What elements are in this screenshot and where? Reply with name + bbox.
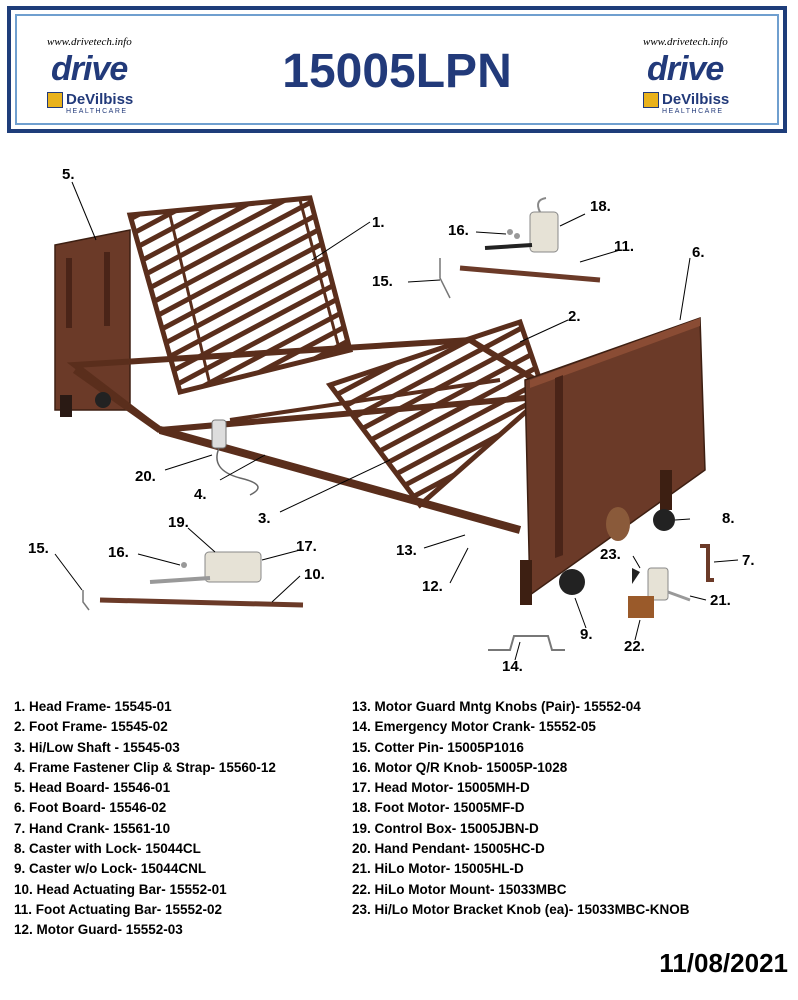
head-board: [55, 230, 130, 417]
hand-crank: [700, 546, 714, 580]
callout-18: 18.: [590, 198, 611, 215]
drive-wordmark-right: drive: [647, 50, 724, 88]
cotter-pin: [83, 590, 89, 610]
callout-16b: 16.: [108, 544, 129, 561]
callout-14: 14.: [502, 658, 523, 675]
callout-22: 22.: [624, 638, 645, 655]
callout-6: 6.: [692, 244, 705, 261]
callout-15b: 15.: [28, 540, 49, 557]
callout-23: 23.: [600, 546, 621, 563]
cotter-pin: [440, 258, 450, 298]
callout-11: 11.: [614, 238, 635, 255]
part-item: 10. Head Actuating Bar- 15552-01: [14, 881, 227, 897]
callout-2: 2.: [568, 308, 581, 325]
part-item: 23. Hi/Lo Motor Bracket Knob (ea)- 15033MBC-KNOB: [352, 901, 690, 917]
hilo-motor: [628, 568, 690, 618]
callout-20: 20.: [135, 468, 156, 485]
callout-7: 7.: [742, 552, 755, 569]
callout-16: 16.: [448, 222, 469, 239]
part-item: 18. Foot Motor- 15005MF-D: [352, 800, 525, 816]
part-item: 15. Cotter Pin- 15005P1016: [352, 739, 524, 755]
parts-list-left: [14, 697, 276, 941]
devilbiss-logo-left: DeVilbiss: [47, 92, 133, 108]
drive-logo-right: www.drivetech.info drive DeVilbiss HEALTHCARE: [643, 36, 730, 115]
drive-wordmark-left: drive: [51, 50, 128, 88]
head-actuating-bar: [100, 600, 303, 605]
part-item: 12. Motor Guard- 15552-03: [14, 922, 183, 938]
part-item: 3. Hi/Low Shaft - 15545-03: [14, 739, 180, 755]
part-item: 1. Head Frame- 15545-01: [14, 699, 172, 714]
part-item: 11. Foot Actuating Bar- 15552-02: [14, 901, 223, 917]
part-item: 7. Hand Crank- 15561-10: [14, 820, 171, 836]
emergency-crank: [488, 636, 565, 650]
callout-12: 12.: [422, 578, 443, 595]
part-item: 4. Frame Fastener Clip & Strap- 15560-12: [14, 759, 276, 775]
callout-4: 4.: [194, 486, 207, 503]
foot-motor: [485, 198, 558, 252]
part-item: 6. Foot Board- 15546-02: [14, 800, 167, 816]
callout-19: 19.: [168, 514, 189, 531]
part-item: 16. Motor Q/R Knob- 15005P-1028: [352, 759, 568, 775]
head-frame: [130, 198, 350, 392]
part-item: 17. Head Motor- 15005MH-D: [352, 780, 530, 796]
part-item: 20. Hand Pendant- 15005HC-D: [352, 841, 545, 857]
callout-1: 1.: [372, 214, 385, 231]
part-item: 22. HiLo Motor Mount- 15033MBC: [352, 881, 567, 897]
part-item: 14. Emergency Motor Crank- 15552-05: [352, 719, 596, 735]
head-motor: [150, 552, 261, 582]
callout-8: 8.: [722, 510, 735, 527]
part-item: 19. Control Box- 15005JBN-D: [352, 820, 539, 836]
part-item: 5. Head Board- 15546-01: [14, 780, 171, 796]
drive-logo-left: www.drivetech.info drive DeVilbiss HEALTHCARE: [47, 36, 134, 115]
parts-list-right: [352, 697, 690, 920]
website-url-left: www.drivetech.info: [47, 36, 132, 48]
callout-3: 3.: [258, 510, 271, 527]
callout-13: 13.: [396, 542, 417, 559]
part-item: 13. Motor Guard Mntg Knobs (Pair)- 15552-04: [352, 699, 641, 714]
website-url-right: www.drivetech.info: [643, 36, 728, 48]
part-item: 21. HiLo Motor- 15005HL-D: [352, 861, 524, 877]
page-title: 15005LPN: [282, 45, 512, 98]
devilbiss-logo-right: DeVilbiss: [643, 92, 729, 108]
callout-5: 5.: [62, 166, 75, 183]
callout-17: 17.: [296, 538, 317, 555]
part-item: 2. Foot Frame- 15545-02: [14, 719, 168, 735]
callout-21: 21.: [710, 592, 731, 609]
part-item: 9. Caster w/o Lock- 15044CNL: [14, 861, 207, 877]
revision-date: 11/08/2021: [659, 948, 788, 978]
callout-10: 10.: [304, 566, 325, 583]
foot-actuating-bar: [460, 268, 600, 280]
part-item: 8. Caster with Lock- 15044CL: [14, 841, 201, 857]
callout-15: 15.: [372, 273, 393, 290]
callout-9: 9.: [580, 626, 593, 643]
